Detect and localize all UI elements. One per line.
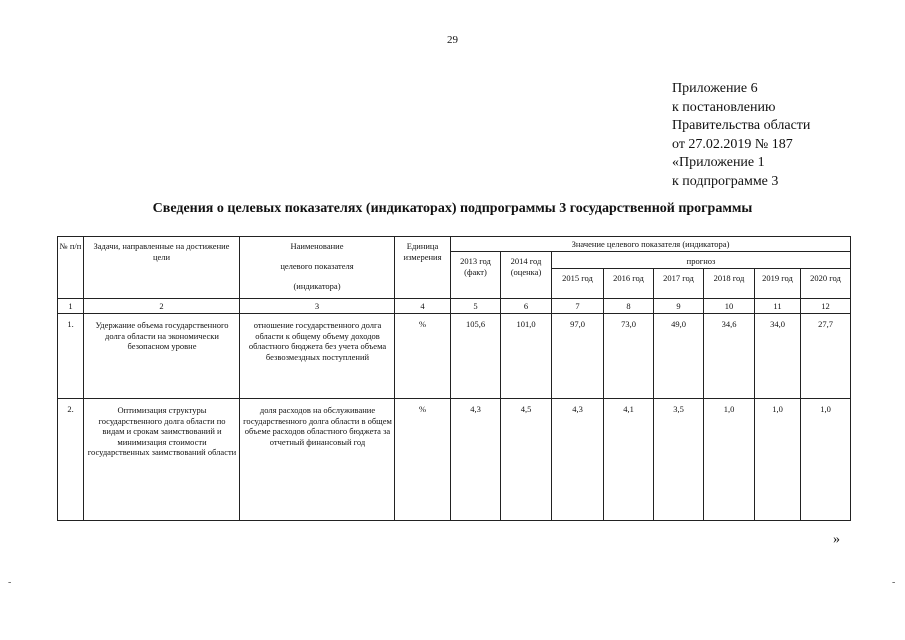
header-year: 2020 год bbox=[801, 269, 851, 299]
appendix-line: «Приложение 1 bbox=[672, 155, 765, 171]
row-indicator: отношение государственного долга области к общему объему доходов областного бюджета без учета объема безвозмездных поступлений bbox=[240, 314, 395, 399]
header-indicator-line: целевого показателя bbox=[280, 260, 354, 271]
row-value: 4,3 bbox=[451, 399, 501, 521]
header-2013: 2013 год (факт) bbox=[451, 252, 501, 299]
row-value: 1,0 bbox=[704, 399, 755, 521]
table-row bbox=[58, 399, 851, 521]
row-value: 97,0 bbox=[552, 314, 604, 399]
header-unit: Единица измерения bbox=[395, 237, 451, 299]
row-value: 3,5 bbox=[654, 399, 704, 521]
row-task: Оптимизация структуры государственного долга области по видам и срокам заимствований и минимизация стоимости государственных заимствований области bbox=[84, 399, 240, 521]
row-number: 1. bbox=[58, 314, 84, 399]
row-task: Удержание объема государственного долга области на экономически безопасном уровне bbox=[84, 314, 240, 399]
document-title: Сведения о целевых показателях (индикаторах) подпрограммы 3 государственной программы bbox=[152, 201, 753, 216]
column-number: 4 bbox=[395, 299, 451, 314]
indicators-table bbox=[57, 236, 851, 521]
row-value: 27,7 bbox=[801, 314, 851, 399]
column-number: 2 bbox=[84, 299, 240, 314]
row-number: 2. bbox=[58, 399, 84, 521]
closing-quote: » bbox=[833, 532, 840, 547]
table-row bbox=[58, 314, 851, 399]
row-value: 49,0 bbox=[654, 314, 704, 399]
appendix-line: к подпрограмме 3 bbox=[672, 173, 779, 189]
edge-mark-right: - bbox=[892, 577, 896, 588]
column-number: 11 bbox=[755, 299, 801, 314]
column-number: 5 bbox=[451, 299, 501, 314]
header-year: 2017 год bbox=[654, 269, 704, 299]
header-forecast: прогноз bbox=[552, 252, 851, 269]
column-number: 8 bbox=[604, 299, 654, 314]
header-indicator bbox=[240, 237, 395, 299]
row-unit: % bbox=[395, 314, 451, 399]
column-number: 10 bbox=[704, 299, 755, 314]
column-number: 1 bbox=[58, 299, 84, 314]
header-year: 2018 год bbox=[704, 269, 755, 299]
header-num: № п/п bbox=[58, 237, 84, 299]
row-value: 4,1 bbox=[604, 399, 654, 521]
header-value-group: Значение целевого показателя (индикатора) bbox=[451, 237, 851, 252]
column-number: 7 bbox=[552, 299, 604, 314]
page-number: 29 bbox=[447, 34, 458, 46]
appendix-line: от 27.02.2019 № 187 bbox=[672, 136, 793, 152]
header-indicator-line: (индикатора) bbox=[293, 281, 341, 291]
appendix-line: Приложение 6 bbox=[672, 81, 758, 96]
column-number: 6 bbox=[501, 299, 552, 314]
edge-mark-left: - bbox=[8, 577, 12, 588]
header-tasks: Задачи, направленные на достижение цели bbox=[84, 237, 240, 299]
row-value: 4,3 bbox=[552, 399, 604, 521]
header-year: 2015 год bbox=[552, 269, 604, 299]
column-number: 12 bbox=[801, 299, 851, 314]
appendix-block bbox=[672, 80, 810, 192]
row-value: 105,6 bbox=[451, 314, 501, 399]
row-value: 1,0 bbox=[801, 399, 851, 521]
row-value: 73,0 bbox=[604, 314, 654, 399]
header-year: 2016 год bbox=[604, 269, 654, 299]
row-value: 34,6 bbox=[704, 314, 755, 399]
header-2014: 2014 год (оценка) bbox=[501, 252, 552, 299]
row-unit: % bbox=[395, 399, 451, 521]
row-indicator: доля расходов на обслуживание государственного долга области в общем объеме расходов областного бюджета за отчетный финансовый год bbox=[240, 399, 395, 521]
appendix-line: к постановлению bbox=[672, 99, 776, 115]
row-value: 101,0 bbox=[501, 314, 552, 399]
column-number: 3 bbox=[240, 299, 395, 314]
appendix-line: Правительства области bbox=[672, 118, 811, 134]
row-value: 34,0 bbox=[755, 314, 801, 399]
row-value: 1,0 bbox=[755, 399, 801, 521]
header-year: 2019 год bbox=[755, 269, 801, 299]
header-indicator-line: Наименование bbox=[290, 241, 344, 251]
row-value: 4,5 bbox=[501, 399, 552, 521]
column-number: 9 bbox=[654, 299, 704, 314]
